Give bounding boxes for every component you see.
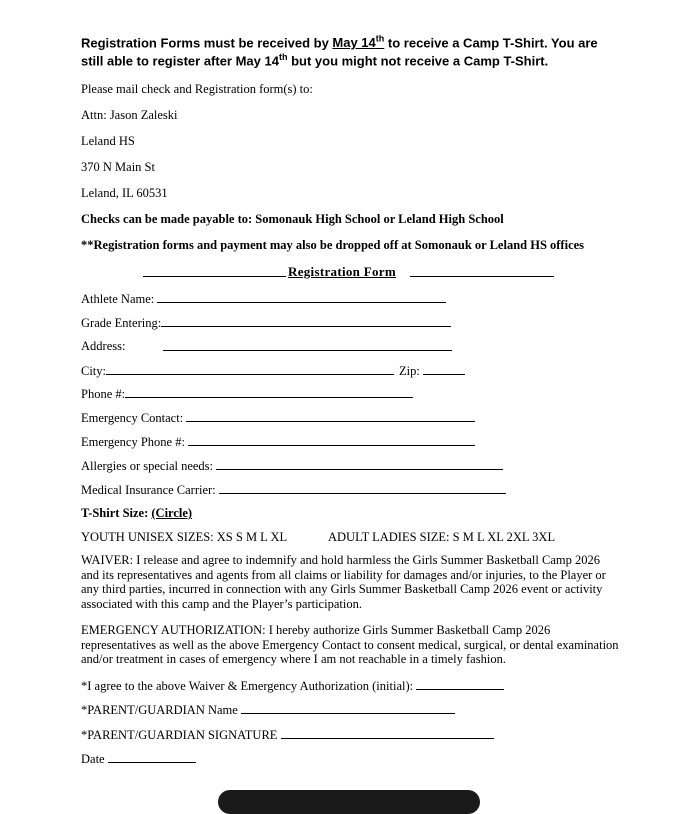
emergency-phone-line[interactable]: [188, 434, 475, 446]
emergency-phone-field[interactable]: Emergency Phone #:: [81, 434, 475, 450]
athlete-name-line[interactable]: [157, 291, 446, 303]
allergies-field[interactable]: Allergies or special needs:: [81, 458, 503, 474]
mail-intro: Please mail check and Registration form(s) to:: [81, 82, 313, 96]
deadline-date: May 14th: [332, 34, 385, 51]
grade-field[interactable]: Grade Entering:: [81, 315, 451, 331]
dropoff-notice: **Registration forms and payment may also be dropped off at Somonauk or Leland HS offices: [81, 238, 585, 252]
adult-sizes[interactable]: ADULT LADIES SIZE: S M L XL 2XL 3XL: [328, 530, 556, 544]
zip-field[interactable]: Zip:: [399, 363, 465, 379]
grade-line[interactable]: [161, 315, 451, 327]
parent-signature-field[interactable]: *PARENT/GUARDIAN SIGNATURE: [81, 727, 494, 743]
allergies-line[interactable]: [216, 458, 503, 470]
title-rule-right: [410, 276, 554, 277]
bottom-toolbar[interactable]: [218, 790, 480, 814]
insurance-field[interactable]: Medical Insurance Carrier:: [81, 482, 506, 498]
date-field[interactable]: Date: [81, 751, 196, 767]
deadline-notice-line2: still able to register after May 14th but you might not receive a Camp T-Shirt.: [81, 52, 549, 69]
mail-attn: Attn: Jason Zaleski: [81, 108, 178, 122]
address-field[interactable]: Address:: [81, 339, 126, 353]
mail-school: Leland HS: [81, 134, 135, 148]
registration-form-title: Registration Form: [288, 264, 396, 279]
phone-line[interactable]: [125, 386, 413, 398]
emergency-contact-field[interactable]: Emergency Contact:: [81, 410, 475, 426]
initial-line[interactable]: [416, 678, 504, 690]
tshirt-size-label: T-Shirt Size: (Circle): [81, 506, 193, 520]
waiver-text: WAIVER: I release and agree to indemnify and hold harmless the Girls Summer Basketball Camp 2026 and its representatives and agents from all claims or liability for damages and/or injuries, to the Player or any third parties, incurred in connection with any Girls Summer Basketball Camp 2026 event or activity associated with this camp and the Player’s participation.: [81, 553, 606, 611]
emergency-authorization-text: EMERGENCY AUTHORIZATION: I hereby authorize Girls Summer Basketball Camp 2026 representatives as well as the above Emergency Contact to consent medical, surgical, or dental examination and/or treatment in cases of emergency where I am not reachable in a timely fashion.: [81, 623, 619, 666]
deadline-notice-line1: Registration Forms must be received by May 14th to receive a Camp T-Shirt. You are: [81, 34, 598, 51]
emergency-contact-line[interactable]: [186, 410, 475, 422]
payable-notice: Checks can be made payable to: Somonauk High School or Leland High School: [81, 212, 504, 226]
zip-line[interactable]: [423, 363, 465, 375]
mail-city: Leland, IL 60531: [81, 186, 168, 200]
parent-name-line[interactable]: [241, 702, 455, 714]
mail-street: 370 N Main St: [81, 160, 155, 174]
address-line[interactable]: [163, 350, 452, 351]
athlete-name-field[interactable]: Athlete Name:: [81, 291, 446, 307]
phone-field[interactable]: Phone #:: [81, 386, 413, 402]
city-line[interactable]: [106, 363, 394, 375]
city-field[interactable]: City:: [81, 363, 394, 379]
title-rule-left: [143, 276, 286, 277]
youth-sizes[interactable]: YOUTH UNISEX SIZES: XS S M L XL: [81, 530, 288, 544]
insurance-line[interactable]: [219, 482, 506, 494]
parent-name-field[interactable]: *PARENT/GUARDIAN Name: [81, 702, 455, 718]
parent-signature-line[interactable]: [281, 727, 494, 739]
initial-field[interactable]: *I agree to the above Waiver & Emergency Authorization (initial):: [81, 678, 504, 694]
date-line[interactable]: [108, 751, 196, 763]
